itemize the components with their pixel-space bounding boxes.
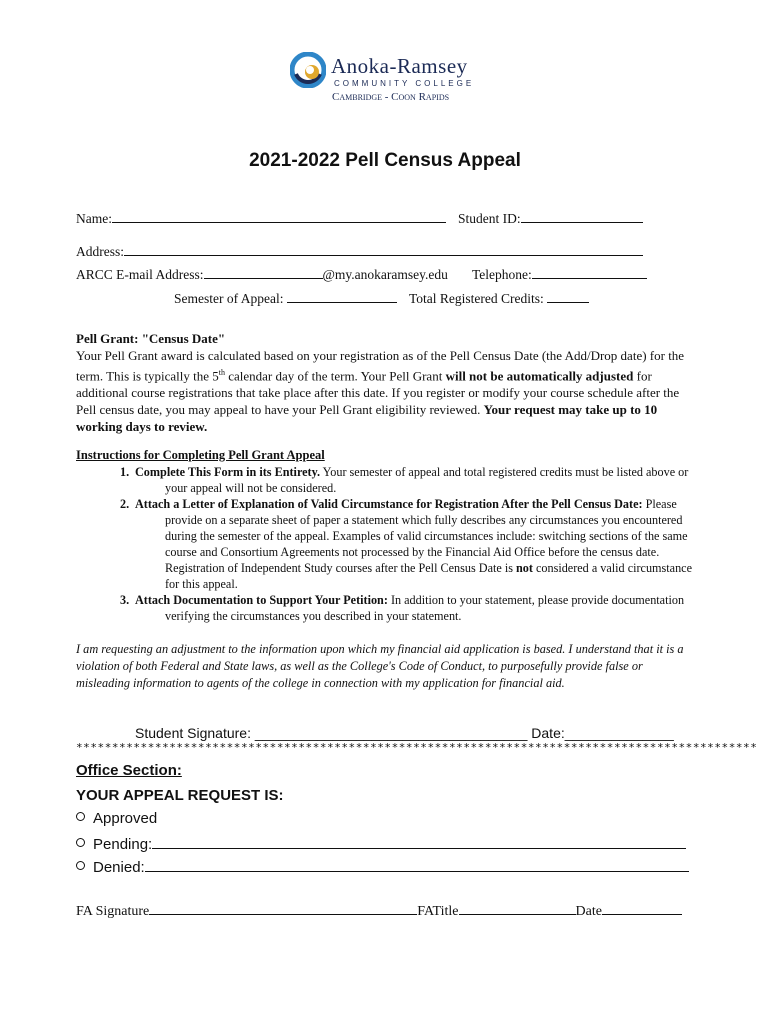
email-label: ARCC E-mail Address: — [76, 267, 204, 282]
fa-signature-blank[interactable] — [149, 902, 417, 915]
credits-blank[interactable] — [547, 290, 589, 303]
address-label: Address: — [76, 244, 124, 259]
circle-bullet-icon — [76, 838, 85, 847]
denied-option[interactable] — [76, 857, 689, 876]
telephone-blank[interactable] — [532, 266, 647, 279]
pell-paragraph — [76, 347, 701, 435]
instruction-text: Please provide on a separate sheet of paper a statement which fully describes any circumstances you encountered during the semester of the appeal. Examples of valid circumstances include: switching sections of the same course and Consortium Agreements not processed by the Financial Aid Office before the census date. Registration of Independent Study courses after the Pell Census Date is — [165, 497, 688, 575]
instruction-body — [135, 496, 705, 592]
name-label: Name: — [76, 211, 112, 226]
college-name: Anoka-Ramsey — [331, 54, 468, 78]
instruction-title: Attach Documentation to Support Your Petition: — [135, 593, 388, 607]
pending-option[interactable] — [76, 834, 686, 853]
pell-bold-1: will not be automatically adjusted — [445, 368, 634, 384]
pell-bold-2: Your request may take up to 10 working days to review. — [76, 402, 658, 435]
instruction-title: Complete This Form in its Entirety. — [135, 465, 321, 479]
college-logo-icon — [290, 52, 326, 88]
student-signature-label: Student Signature: — [135, 725, 251, 741]
denied-blank[interactable] — [145, 857, 689, 872]
instruction-item-1 — [120, 464, 689, 496]
circle-bullet-icon — [76, 861, 85, 870]
instruction-body — [135, 592, 705, 624]
fa-title-label: FATitle — [417, 904, 459, 919]
fa-signature-row[interactable] — [76, 902, 682, 920]
instruction-text: Your semester of appeal and total registered credits must be listed above or your appeal will not be considered. — [165, 465, 689, 495]
denied-label: Denied: — [93, 859, 145, 876]
name-blank[interactable] — [112, 210, 446, 223]
address-field[interactable] — [76, 243, 643, 260]
semester-field[interactable] — [174, 290, 397, 307]
student-id-label: Student ID: — [458, 211, 521, 226]
credits-label: Total Registered Credits: — [409, 291, 544, 306]
college-subtitle: COMMUNITY COLLEGE — [334, 79, 475, 88]
college-logo — [290, 48, 490, 108]
instruction-number: 1. — [120, 465, 130, 479]
appeal-request-label: YOUR APPEAL REQUEST IS: — [76, 787, 284, 804]
instruction-text-2: considered a valid circumstance for this appeal. — [165, 561, 692, 591]
instruction-title: Attach a Letter of Explanation of Valid Circumstance for Registration After the Pell Census Date: — [135, 497, 643, 511]
pell-heading: Pell Grant: "Census Date" — [76, 331, 226, 346]
instruction-item-3 — [120, 592, 685, 624]
student-signature-blank[interactable]: ___________________________________ — [254, 725, 528, 741]
email-blank[interactable] — [204, 266, 323, 279]
student-id-blank[interactable] — [521, 210, 643, 223]
telephone-field[interactable] — [472, 266, 647, 283]
instruction-bold: not — [516, 561, 533, 575]
fa-signature-label: FA Signature — [76, 904, 150, 919]
fa-title-blank[interactable] — [459, 902, 576, 915]
college-locations: Cambridge - Coon Rapids — [332, 91, 450, 103]
email-field[interactable] — [76, 266, 448, 283]
pending-blank[interactable] — [152, 834, 686, 849]
instruction-item-2 — [120, 496, 692, 592]
address-blank[interactable] — [124, 243, 643, 256]
pending-label: Pending: — [93, 836, 153, 853]
fa-date-label: Date — [575, 904, 602, 919]
instructions-heading: Instructions for Completing Pell Grant Appeal — [76, 448, 325, 462]
approved-label: Approved — [93, 810, 158, 827]
approved-option[interactable] — [76, 810, 157, 827]
instruction-text: In addition to your statement, please provide documentation verifying the circumstances you described in your statement. — [165, 593, 685, 623]
office-section-heading: Office Section: — [76, 762, 182, 779]
student-id-field[interactable] — [458, 210, 643, 227]
pell-sup: th — [218, 368, 225, 377]
pell-section — [76, 330, 701, 435]
date-blank[interactable]: ______________ — [564, 725, 674, 741]
instruction-number: 2. — [120, 497, 130, 511]
instruction-body — [135, 464, 705, 496]
semester-blank[interactable] — [287, 290, 397, 303]
credits-field[interactable] — [409, 290, 589, 307]
circle-bullet-icon — [76, 812, 85, 821]
semester-label: Semester of Appeal: — [174, 291, 284, 306]
telephone-label: Telephone: — [472, 267, 532, 282]
student-signature-row[interactable] — [135, 725, 674, 741]
name-field[interactable] — [76, 210, 446, 227]
date-label: Date: — [531, 725, 565, 741]
instruction-number: 3. — [120, 593, 130, 607]
separator-line: *********************************************************************************************** — [76, 741, 758, 754]
certification-statement: I am requesting an adjustment to the information upon which my financial aid application is based. I understand that it is a violation of both Federal and State laws, as well as the College's Code of Conduct, to purposefully provide false or misleading information to agents of the college in connection with my application for financial aid. — [76, 642, 684, 690]
pell-text-1: Your Pell Grant award is calculated based on your registration as of the Pell Census Date (the Add/Drop date) for the term. This is typically the 5 — [76, 348, 685, 384]
pell-text-2: calendar day of the term. Your Pell Grant — [224, 368, 446, 384]
fa-date-blank[interactable] — [602, 902, 682, 915]
page-title: 2021-2022 Pell Census Appeal — [249, 150, 521, 171]
pell-text-3: for additional course registrations that take place after this date. If you register or modify your course schedule after the Pell census date, you may appeal to have your Pell Grant eligibility reviewed. — [76, 368, 680, 418]
email-domain: @my.anokaramsey.edu — [322, 267, 448, 282]
